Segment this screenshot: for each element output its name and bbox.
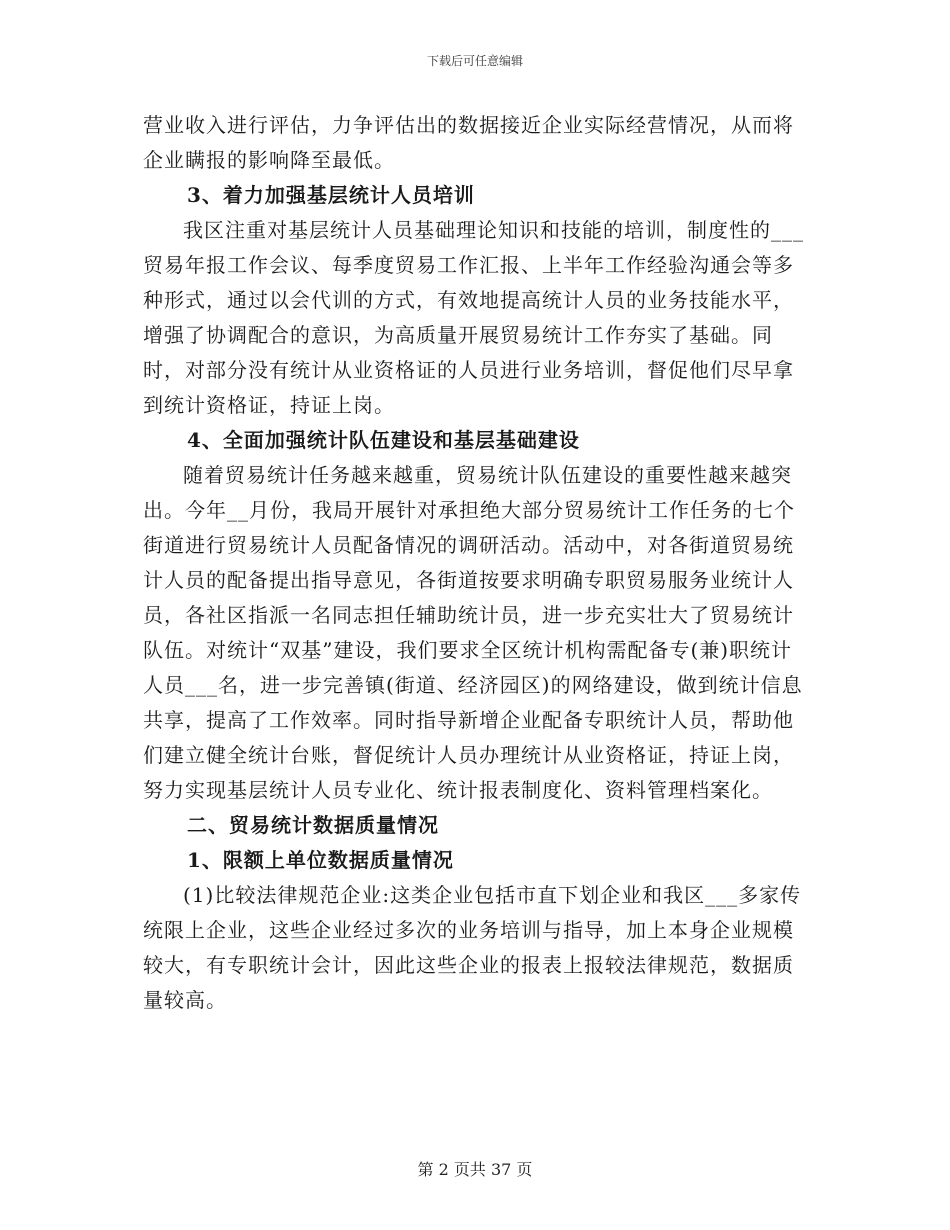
page-footer: 第 2 页共 37 页 — [417, 1160, 533, 1179]
heading-team-building: 4、全面加强统计队伍建设和基层基础建设 — [187, 428, 580, 452]
heading-data-quality: 二、贸易统计数据质量情况 — [187, 813, 439, 837]
page-header: 下载后可任意编辑 — [426, 54, 523, 68]
heading-above-quota-units: 1、限额上单位数据质量情况 — [187, 848, 454, 872]
paragraph-standard-enterprises: (1)比较法律规范企业:这类企业包括市直下划企业和我区___多家传统限上企业，这些企业经过多次的业务培训与指导，加上本身企业规模较大，有专职统计会计，因此这些企业的报表上报较法律规范，数据质量较高。 — [143, 883, 802, 1012]
heading-training: 3、着力加强基层统计人员培训 — [187, 183, 475, 207]
paragraph-team-building: 随着贸易统计任务越来越重，贸易统计队伍建设的重要性越来越突出。今年__月份，我局开展针对承担绝大部分贸易统计工作任务的七个街道进行贸易统计人员配备情况的调研活动。活动中，对各街道贸易统计人员的配备提出指导意见，各街道按要求明确专职贸易服务业统计人员，各社区指派一名同志担任辅助统计员，进一步充实壮大了贸易统计队伍。对统计“双基”建设，我们要求全区统计机构需配备专(兼)职统计人员___名，进一步完善镇(街道、经济园区)的网络建设，做到统计信息共享，提高了工作效率。同时指导新增企业配备专职统计人员，帮助他们建立健全统计台账，督促统计人员办理统计从业资格证，持证上岗，努力实现基层统计人员专业化、统计报表制度化、资料管理档案化。 — [143, 463, 803, 802]
paragraph-training: 我区注重对基层统计人员基础理论知识和技能的培训，制度性的___贸易年报工作会议、每季度贸易工作汇报、上半年工作经验沟通会等多种形式，通过以会代训的方式，有效地提高统计人员的业务技能水平，增强了协调配合的意识，为高质量开展贸易统计工作夯实了基础。同时，对部分没有统计从业资格证的人员进行业务培训，督促他们尽早拿到统计资格证，持证上岗。 — [143, 218, 804, 417]
document-body — [143, 108, 808, 1018]
paragraph-continuation: 营业收入进行评估，力争评估出的数据接近企业实际经营情况，从而将企业瞒报的影响降至最低。 — [143, 113, 794, 172]
